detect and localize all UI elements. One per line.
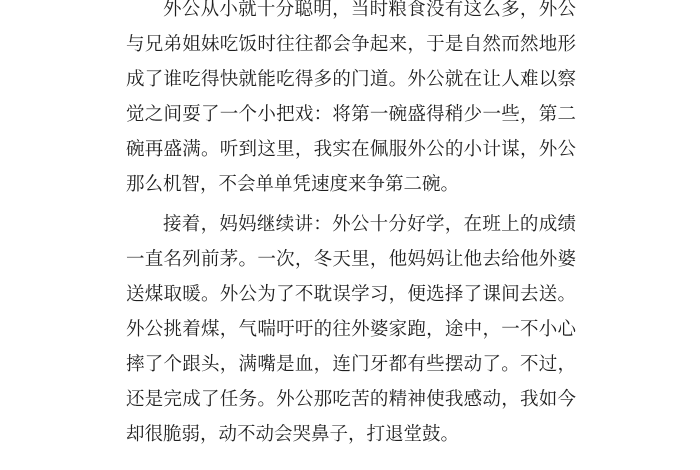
paragraph-1-line-2: 与兄弟姐妹吃饭时往往都会争起来，于是自然而然地形 — [126, 34, 576, 55]
paragraph-2-line-1: 接着，妈妈继续讲：外公十分好学，在班上的成绩 — [163, 214, 576, 235]
paragraph-2-line-3: 送煤取暖。外公为了不耽误学习，便选择了课间去送。 — [126, 284, 576, 305]
paragraph-2-line-7: 却很脆弱，动不动会哭鼻子，打退堂鼓。 — [126, 424, 460, 445]
paragraph-1-line-5: 碗再盛满。听到这里，我实在佩服外公的小计谋，外公 — [126, 139, 576, 160]
paragraph-2-line-5: 摔了个跟头，满嘴是血，连门牙都有些摆动了。不过， — [126, 354, 576, 375]
paragraph-1-line-6: 那么机智，不会单单凭速度来争第二碗。 — [126, 174, 460, 195]
paragraph-1-line-1: 外公从小就十分聪明，当时粮食没有这么多，外公 — [163, 0, 576, 20]
paragraph-1-line-4: 觉之间耍了一个小把戏：将第一碗盛得稍少一些，第二 — [126, 104, 576, 125]
paragraph-2-line-6: 还是完成了任务。外公那吃苦的精神使我感动，我如今 — [126, 389, 576, 410]
paragraph-1-line-3: 成了谁吃得快就能吃得多的门道。外公就在让人难以察 — [126, 69, 576, 90]
paragraph-2-line-2: 一直名列前茅。一次，冬天里，他妈妈让他去给他外婆 — [126, 249, 576, 270]
paragraph-2-line-4: 外公挑着煤，气喘吁吁的往外婆家跑，途中，一不小心 — [126, 319, 576, 340]
